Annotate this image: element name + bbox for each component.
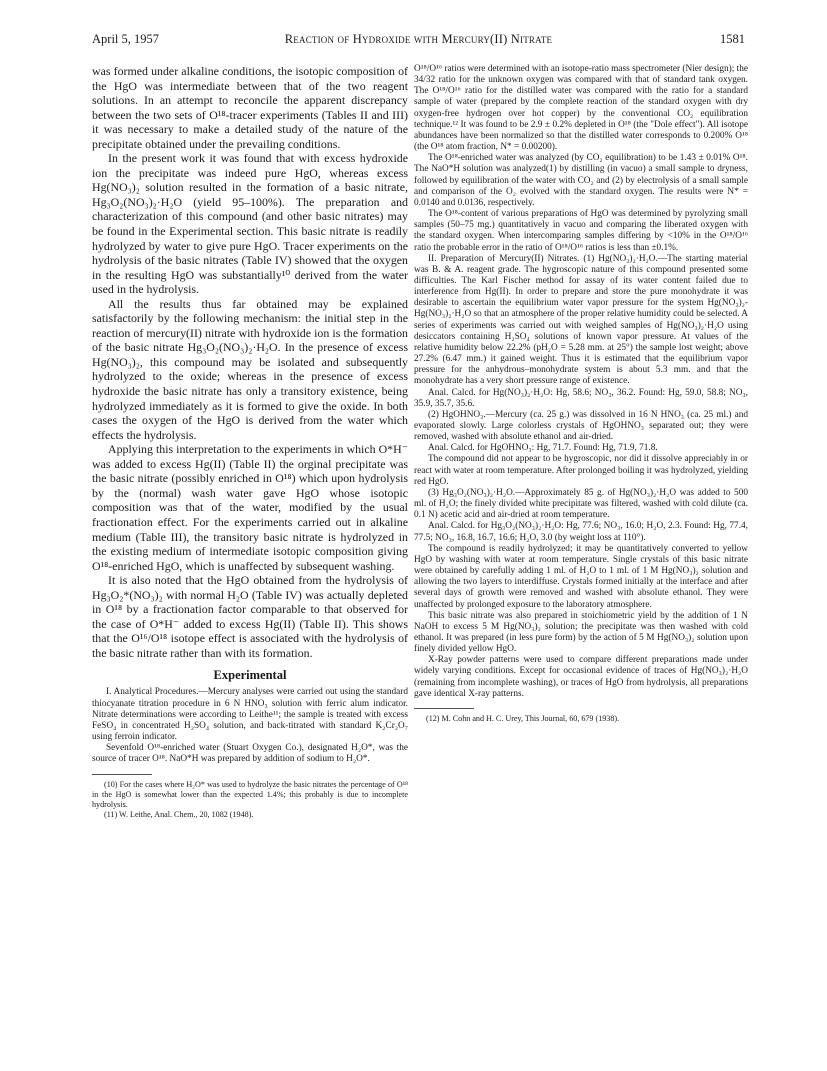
paragraph: In the present work it was found that with excess hydroxide ion the precipitate was indeed pure HgO, whereas excess Hg(NO₃)₂ solution resulted in the formation of a basic nitrate, Hg₃O₂(NO₃)₂·H₂O (yield 95–100%). The preparation and characterization of this compound (and other basic nitrates) may be found in the Experimental section. This basic nitrate is readily hydrolyzed by water to give pure HgO. Tracer experiments on the hydrolysis of the basic nitrates (Table IV) showed that the oxygen in the resulting HgO was substantially¹⁰ derived from the water used in the hydrolysis. xyxy=(92,151,408,297)
page-number: 1581 xyxy=(720,32,745,46)
paragraph: All the results thus far obtained may be explained satisfactorily by the following mechanism: the initial step in the reaction of mercury(II) nitrate with hydroxide ion is the formation of the basic nitrate Hg₃O₂(NO₃)₂·H₂O. In the presence of excess Hg(NO₃)₂, this compound may be isolated and subsequently hydrolyzed to the oxide; whereas in the presence of excess hydroxide the basic nitrate has only a transitory existence, being hydrolyzed immediately as it is formed to give the oxide. In both cases the oxygen of the HgO is derived from the water which effects the hydrolysis. xyxy=(92,296,408,442)
footnote: (12) M. Cohn and H. C. Urey, This Journal, 60, 679 (1938). xyxy=(426,713,620,723)
header-date: April 5, 1957 xyxy=(92,32,160,46)
paragraph: was formed under alkaline conditions, the isotopic composition of the HgO was intermediate between that of the two reagent solutions. In an attempt to reconcile the apparent discrepancy between the two sets of O¹⁸-tracer experiments (Tables II and III) it was necessary to make a detailed study of the nature of the precipitate obtained under the prevailing conditions. xyxy=(92,64,408,151)
footnote: (10) For the cases where H₂O* was used to hydrolyze the basic nitrates the percentage of O¹⁸ in the HgO is somewhat lower than the expected 1.4%; this probably is due to incomplete hydrolysis. xyxy=(92,779,408,809)
footnote: (11) W. Leithe, Anal. Chem., 20, 1082 (1948). xyxy=(104,809,254,819)
paragraph: II. Preparation of Mercury(II) Nitrates. (1) Hg(NO₃)₂·H₂O.—The starting material was B. & A. reagent grade. The hygroscopic nature of this compound presented some difficulties. The Karl Fischer method for assay of its water content failed due to interference from Hg(II). In order to prepare and store the pure monohydrate it was desirable to ascertain the equilibrium water vapor pressure for the system Hg(NO₃)₂-Hg(NO₃)₂·H₂O so that an atmosphere of the proper relative humidity could be selected. A series of experiments was carried out with weighed samples of Hg(NO₃)₂·H₂O using desiccators containing H₂SO₄ solutions of known vapor pressure. At values of the relative humidity below 22.2% (pH₂O = 5.28 mm. at 25°) the sample lost weight; above 27.2% (6.47 mm.) it gained weight. Thus it is estimated that the equilibrium vapor pressure for the anhydrous–monohydrate system is about 5.3 mm. and that the monohydrate has a very short pressure range of existence. xyxy=(414,253,748,387)
paragraph: X-Ray powder patterns were used to compare different preparations made under widely varying conditions. Except for occasional evidence of traces of Hg(NO₃)₂·H₂O (remaining from incomplete washing), or traces of HgO from hydrolysis, all preparations gave identical X-ray patterns. xyxy=(414,655,748,699)
paragraph: Sevenfold O¹⁸-enriched water (Stuart Oxygen Co.), designated H₂O*, was the source of tracer O¹⁸. NaO*H was prepared by addition of sodium to H₂O*. xyxy=(92,743,408,765)
paragraph: This basic nitrate was also prepared in stoichiometric yield by the addition of 1 N NaOH to excess 5 M Hg(NO₃)₂ solution; the precipitate was then washed with cold ethanol. It was prepared (in less pure form) by the action of 5 M Hg(NO₃)₂ solution upon finely divided yellow HgO. xyxy=(414,610,748,655)
paragraph: O¹⁸/O¹⁶ ratios were determined with an isotope-ratio mass spectrometer (Nier design); the 34/32 ratio for the unknown oxygen was compared with that of standard tank oxygen. The O¹⁸/O¹⁶ ratio for the distilled water was compared with the ratio for a standard sample of water (prepared by the complete reaction of the standard oxygen with dry oxygen-free hydrogen over hot copper) by the conventional CO₂ equilibration technique.¹² It was found to be 2.9 ± 0.2% depleted in O¹⁸ (the "Dole effect"). All isotope abundances have been normalized so that the distilled water corresponds to 0.200% O¹⁸ (the O¹⁸ atom fraction, N* = 0.00200). xyxy=(414,64,748,153)
left-column xyxy=(92,64,408,820)
paragraph: The O¹⁸-content of various preparations of HgO was determined by pyrolyzing small samples (50–75 mg.) quantitatively in vacuo and comparing the liberated oxygen with the standard oxygen. When intercomparing samples differing by <10% in the O¹⁸/O¹⁶ ratio the probable error in the ratio of O¹⁸/O¹⁶ ratios is less than ±0.1%. xyxy=(414,209,748,253)
header-title: Reaction of Hydroxide with Mercury(II) Nitrate xyxy=(284,32,553,46)
paragraph: The compound is readily hydrolyzed; it may be quantitatively converted to yellow HgO by washing with water at room temperature. Single crystals of this basic nitrate were obtained by carefully adding 1 ml. of H₂O to 1 ml. of 1 M Hg(NO₃)₂ solution and allowing the two layers to interdiffuse. Crystals formed initially at the interface and after several days of growth were removed and washed with absolute ethanol. They were unaffected by prolonged exposure to the laboratory atmosphere. xyxy=(414,543,748,610)
footnote-divider xyxy=(92,774,152,775)
paragraph: Applying this interpretation to the experiments in which O*H⁻ was added to excess Hg(II) (Table II) the orginal precipitate was the basic nitrate (possibly enriched in O¹⁸) which upon hydrolysis by the (normal) wash water gave HgO whose isotopic composition was that of the water, modified by the usual fractionation effect. For the experiments carried out in alkaline medium (Table III), the transitory basic nitrate is hydrolyzed in the existing medium of intermediate isotopic composition giving O¹⁸-enriched HgO, which is unaffected by subsequent washing. xyxy=(92,442,408,573)
paragraph: Anal. Calcd. for HgOHNO₃: Hg, 71.7. Found: Hg, 71.9, 71.8. xyxy=(428,443,658,454)
paragraph: Anal. Calcd. for Hg(NO₃)₂·H₂O: Hg, 58.6; NO₃, 36.2. Found: Hg, 59.0, 58.8; NO₃, 35.9, 35.7, 35.6. xyxy=(414,387,748,409)
footnote-divider xyxy=(414,708,474,709)
section-heading: Experimental xyxy=(213,668,287,683)
running-header xyxy=(92,32,745,50)
paragraph: I. Analytical Procedures.—Mercury analyses were carried out using the standard thiocyanate titration procedure in 6 N HNO₃ solution with ferric alum indicator. Nitrate determinations were according to Leithe¹¹; the sample is treated with excess FeSO₄ in concentrated H₂SO₄ solution, and back-titrated with standard K₂Cr₂O₇ using ferroin indicator. xyxy=(92,687,408,743)
paragraph: Anal. Calcd. for Hg₃O₂(NO₃)₂·H₂O: Hg, 77.6; NO₃, 16.0; H₂O, 2.3. Found: Hg, 77.4, 77.5; NO₃, 16.8, 16.7, 16.6; H₂O, 3.0 (by weight loss at 110°). xyxy=(414,521,748,543)
paragraph: (3) Hg₃O₂(NO₃)₂·H₂O.—Approximately 85 g. of Hg(NO₃)₂·H₂O was added to 500 ml. of H₂O; the finely divided white precipitate was filtered, washed with cold dilute (ca. 0.1 N) acetic acid and air-dried at room temperature. xyxy=(414,487,748,521)
right-column xyxy=(414,64,748,724)
paragraph: The compound did not appear to be hygroscopic, nor did it dissolve appreciably in or react with water at room temperature. After prolonged boiling it was hydrolyzed, yielding red HgO. xyxy=(414,454,748,487)
paragraph: (2) HgOHNO₃.—Mercury (ca. 25 g.) was dissolved in 16 N HNO₃ (ca. 25 ml.) and evaporated slowly. Large colorless crystals of HgOHNO₃ separated out; they were removed, washed with absolute ethanol and air-dried. xyxy=(414,409,748,443)
paragraph: The O¹⁸-enriched water was analyzed (by CO₂ equilibration) to be 1.43 ± 0.01% O¹⁸. The NaO*H solution was analyzed(1) by distilling (in vacuo) a small sample to dryness, followed by equilibration of the water with CO₂ and (2) by electrolysis of a small sample and comparison of the O₂ evolved with the standard oxygen. The results were N* = 0.0140 and 0.0136, respectively. xyxy=(414,153,748,208)
paragraph: It is also noted that the HgO obtained from the hydrolysis of Hg₃O₂*(NO₃)₂ with normal H₂O (Table IV) was actually depleted in O¹⁸ by a fractionation factor comparable to that observed for the case of O*H⁻ added to excess Hg(II) (Table II). This shows that the O¹⁶/O¹⁸ isotope effect is associated with the hydrolysis of the basic nitrate rather than with its formation. xyxy=(92,573,408,660)
